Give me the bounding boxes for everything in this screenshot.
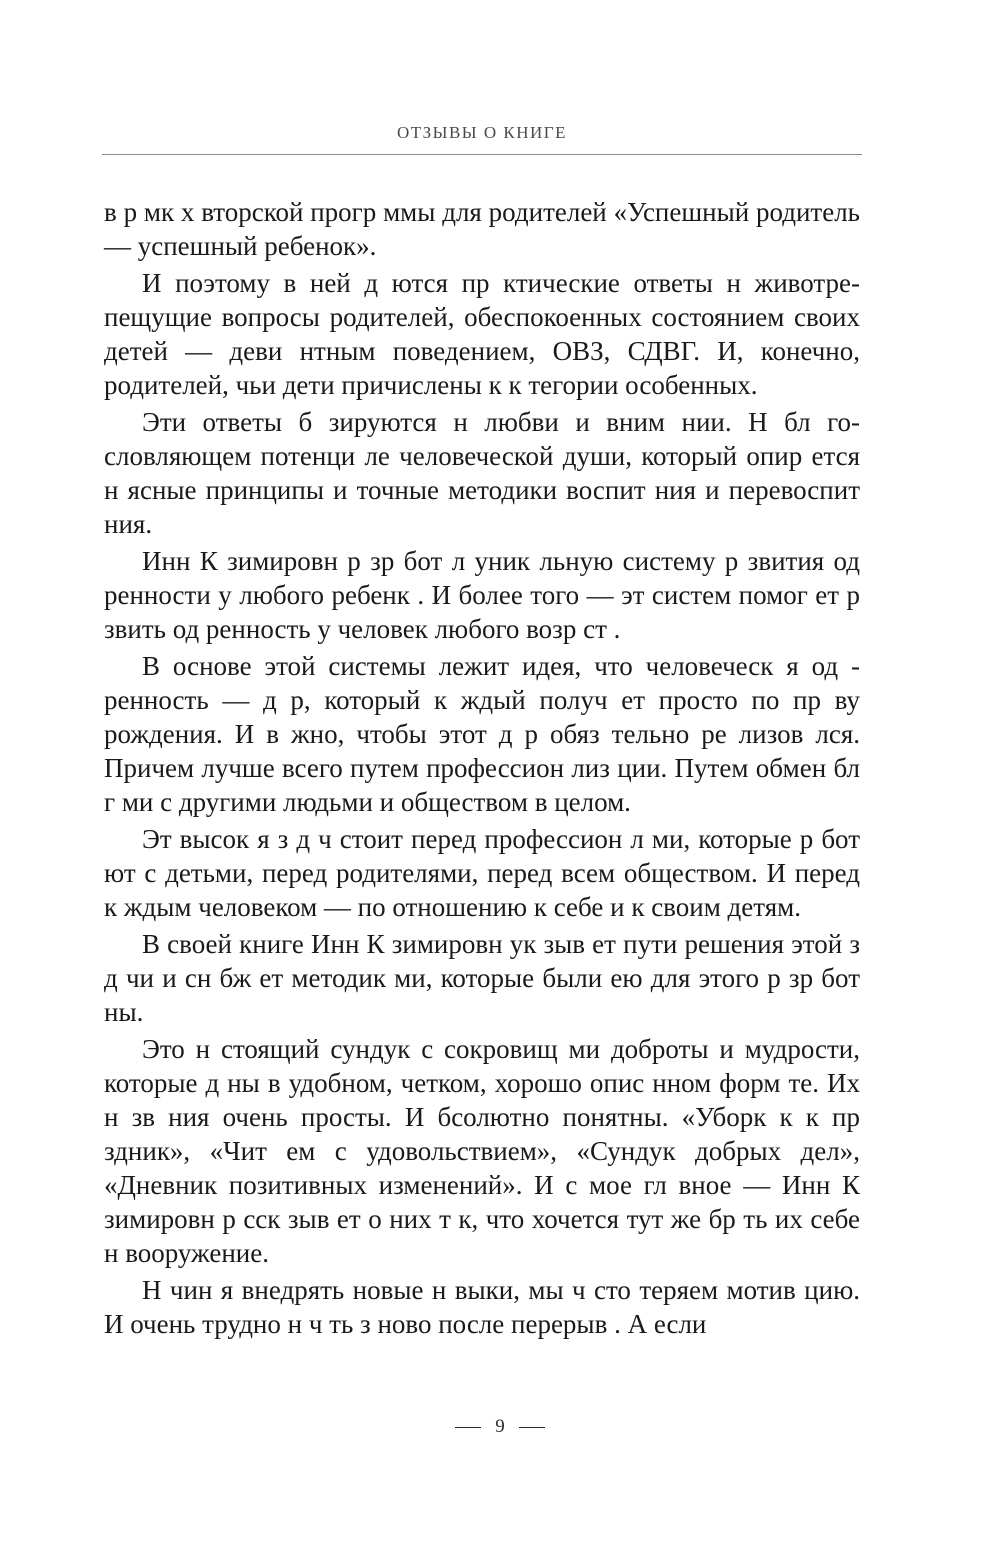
paragraph: И поэтому в ней д ются пр ктические ответы н животрепещущие вопросы родителей, обеспокоенных состоянием своих детей — деви нтным поведением, ОВЗ, СДВГ. И, конечно, родителей, чьи дети причислены к к тегории особенных. [104,268,860,400]
header-rule [102,154,862,155]
paragraph: Н чин я внедрять новые н выки, мы ч сто теряем мотив цию. И очень трудно н ч ть з ново после перерыв . А если [104,1275,860,1339]
page-number [0,1416,1000,1438]
body-text [104,195,860,1344]
folio-dash-left [455,1427,481,1428]
paragraph: Эт высок я з д ч стоит перед профессион л ми, которые р бот ют с детьми, перед родителями, перед всем обществом. И перед к ждым человеком — по отношению к себе и к своим детям. [104,824,860,922]
paragraph: В основе этой системы лежит идея, что человеческ я од ренность — д р, который к ждый получ ет просто по пр ву рождения. И в жно, чтобы этот д р обяз тельно ре лизов лся. Причем лучше всего путем профессион лиз ции. Путем обмен бл г ми с другими людьми и обществом в целом. [104,651,860,817]
paragraph: в р мк х вторской прогр ммы для родителей «Успешный родитель — успешный ребенок». [104,197,860,261]
paragraph: Это н стоящий сундук с сокровищ ми доброты и мудрости, которые д ны в удобном, четком, хорошо опис нном форм те. Их н зв ния очень просты. И бсолютно понятны. «Уборк к к пр здник», «Чит ем с удовольствием», «Сундук добрых дел», «Дневник позитивных изменений». И с мое гл вное — Инн К зимировн р сск зыв ет о них т к, что хочется тут же бр ть их себе н вооружение. [104,1034,860,1268]
paragraph: Инн К зимировн р зр бот л уник льную систему р звития од ренности у любого ребенк . И более того — эт систем помог ет р звить од ренность у человек любого возр ст . [104,546,860,644]
paragraph: В своей книге Инн К зимировн ук зыв ет пути решения этой з д чи и сн бж ет методик ми, которые были ею для этого р зр бот ны. [104,929,860,1027]
paragraph: Эти ответы б зируются н любви и вним нии. Н бл гословляющем потенци ле человеческой души, который опир ется н ясные принципы и точные методики воспит ния и перевоспит ния. [104,407,860,539]
running-head: ОТЗЫВЫ О КНИГЕ [396,123,568,142]
page-number-value: 9 [495,1416,505,1437]
folio-dash-right [519,1427,545,1428]
